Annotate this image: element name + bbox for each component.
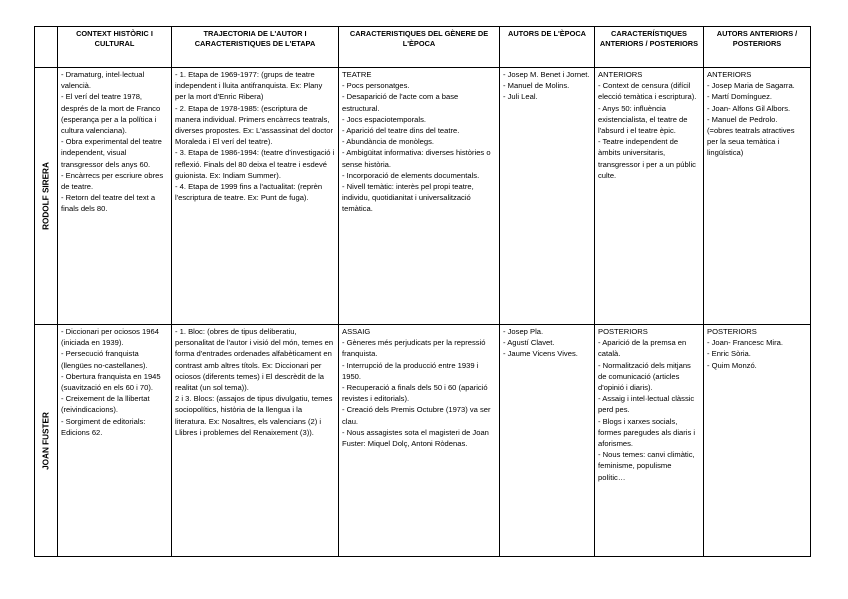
header-corner <box>35 27 58 68</box>
cell-line: - Obertura franquista en 1945 (suavització en els 60 i 70). <box>61 371 161 393</box>
cell-line: - Incorporació de elements documentals. <box>342 170 480 180</box>
cell-line: - Normalització dels mitjans de comunicació (articles d'opinió i diaris). <box>598 360 691 393</box>
cell-line: - Encàrrecs per escriure obres de teatre. <box>61 170 164 192</box>
cell-line: - Quim Monzó. <box>707 360 757 370</box>
cell-line: - Aparició del teatre dins del teatre. <box>342 126 460 136</box>
header-genre: CARACTERISTIQUES DEL GÈNERE DE L'ÈPOCA <box>339 27 500 68</box>
cell-line: - Dramaturg, intel·lectual valencià. <box>61 70 145 91</box>
cell-line: - Aparició de la premsa en català. <box>598 338 687 359</box>
header-authors: AUTORS DE L'ÈPOCA <box>500 27 595 68</box>
cell-line: - Abundància de monòlegs. <box>342 137 435 147</box>
header-context: CONTEXT HISTÒRIC I CULTURAL <box>58 27 172 68</box>
cell-line: - Interrupció de la producció entre 1939 i 1950. <box>342 360 479 381</box>
cell-line: - Manuel de Molins. <box>503 81 570 91</box>
cell-line: - Enric Sòria. <box>707 349 751 359</box>
cell-line: - Juli Leal. <box>503 92 538 102</box>
cell-line: - Creixement de la llibertat (reivindicacions). <box>61 394 150 415</box>
cell-line: - 2. Etapa de 1978-1985: (escriptura de manera individual. Primers encàrrecs teatrals, diverses propostes. Ex: L'assassinat del doctor Moraleda i El verí del teatre). <box>175 103 334 147</box>
header-prevpost-authors: AUTORS ANTERIORS / POSTERIORS <box>704 27 811 68</box>
cell-line: - Diccionari per ociosos 1964 (iniciada en 1939). <box>61 327 159 348</box>
cell-line: - Manuel de Pedrolo. <box>707 114 778 124</box>
cell-line: - Persecució franquista (llengües no-castellanes). <box>61 349 148 370</box>
prevpost-authors-cell <box>704 325 811 557</box>
cell-line: - Jocs espaciotemporals. <box>342 114 426 124</box>
cell-line: - 3. Etapa de 1986-1994: (teatre d'investigació i reflexió. Finals del 80 deixa el teatre i esdevé guionista. Ex: Indiam Summer). <box>175 148 335 180</box>
cell-line: (=obres teatrals atractives per la seua temàtica i lingüística) <box>707 126 795 158</box>
row-author-label: RODOLF SIRERA <box>41 162 51 230</box>
header-trajectory: TRAJECTORIA DE L'AUTOR I CARACTERISTIQUES DE L'ETAPA <box>172 27 339 68</box>
cell-line: - 1. Bloc: (obres de tipus deliberatiu, personalitat de l'autor i visió del món, temes en forma d'entrades ordenades alfabèticament en contrast amb altres títols. Ex: Diccionari per ociosos (diferents temes) i El descrèdit de la realitat (un sol tema)). <box>175 327 334 393</box>
cell-line: - Blogs i xarxes socials, formes paregudes als diaris i aforismes. <box>598 416 696 449</box>
cell-line: POSTERIORS <box>598 327 648 336</box>
cell-line: POSTERIORS <box>707 327 757 336</box>
table-row <box>35 68 811 325</box>
cell-line: - Obra experimental del teatre independent, visual transgressor dels anys 60. <box>61 137 162 169</box>
row-author-label: JOAN FUSTER <box>41 411 51 470</box>
header-prevpost: CARACTERÍSTIQUES ANTERIORS / POSTERIORS <box>595 27 704 68</box>
cell-line: - Nous temes: canvi climàtic, feminisme, populisme polític… <box>598 450 695 482</box>
cell-line: - Sorgiment de editorials: Edicions 62. <box>61 416 146 437</box>
cell-line: - Anys 50: influència existencialista, el teatre de l'absurd i el teatre èpic. <box>598 103 688 136</box>
cell-line: ANTERIORS <box>598 70 643 79</box>
cell-line: - Josep Maria de Sagarra. <box>707 81 795 91</box>
cell-line: - Joan- Francesc Mira. <box>707 338 783 348</box>
genre-cell <box>339 68 500 325</box>
cell-line: - Josep M. Benet i Jornet. <box>503 70 590 79</box>
cell-line: - Agustí Clavet. <box>503 338 555 348</box>
cell-line: - 1. Etapa de 1969-1977: (grups de teatre independent i lluita antifranquista. Ex: Plany per la mort d'Enric Ribera) <box>175 70 323 102</box>
context-cell <box>58 325 172 557</box>
comparison-table <box>34 26 811 557</box>
cell-line: - Nous assagistes sota el magisteri de Joan Fuster: Miquel Dolç, Antoni Ròdenas. <box>342 427 489 449</box>
table-row <box>35 325 811 557</box>
cell-line: - Joan- Alfons Gil Albors. <box>707 103 791 113</box>
context-cell <box>58 68 172 325</box>
trajectory-cell <box>172 68 339 325</box>
authors-cell <box>500 68 595 325</box>
cell-line: - Martí Domínguez. <box>707 92 772 102</box>
cell-line: - Assaig i intel·lectual clàssic perd pes. <box>598 394 695 415</box>
prevpost-cell <box>595 68 704 325</box>
cell-line: ANTERIORS <box>707 70 752 79</box>
cell-line: - Desaparició de l'acte com a base estructural. <box>342 92 459 113</box>
cell-line: - Nivell temàtic: interès pel propi teatre, individu, quotidianitat i universalització temàtica. <box>342 182 474 214</box>
cell-line: TEATRE <box>342 70 372 79</box>
cell-line: - Josep Pla. <box>503 327 544 336</box>
cell-line: - Creació dels Premis Octubre (1973) va ser clau. <box>342 405 491 426</box>
prevpost-authors-cell <box>704 68 811 325</box>
row-author-cell <box>35 325 58 557</box>
cell-line: - Pocs personatges. <box>342 81 410 91</box>
cell-line: - 4. Etapa de 1999 fins a l'actualitat: (reprèn l'escriptura de teatre. Ex: Punt de fuga). <box>175 182 323 203</box>
cell-line: - El verí del teatre 1978, després de la mort de Franco (esperança per a la política i cultura valenciana). <box>61 92 161 136</box>
cell-line: - Context de censura (difícil elecció temàtica i escriptura). <box>598 81 697 102</box>
cell-line: - Recuperació a finals dels 50 i 60 (aparició revistes i editorials). <box>342 383 488 404</box>
authors-cell <box>500 325 595 557</box>
cell-line: - Ambigüitat informativa: diverses històries o sense història. <box>342 148 491 169</box>
cell-line: - Teatre independent de àmbits universitaris, transgressor i per a un públic culte. <box>598 137 696 180</box>
cell-line: - Jaume Vicens Vives. <box>503 349 578 359</box>
genre-cell <box>339 325 500 557</box>
trajectory-cell <box>172 325 339 557</box>
cell-line: - Retorn del teatre del text a finals dels 80. <box>61 193 156 214</box>
cell-line: 2 i 3. Blocs: (assajos de tipus divulgatiu, temes sociopolítics, història de la llengua i la literatura. Ex: Nosaltres, els valencians (2) i Llibres i problemes del Renaixement (3)). <box>175 394 333 437</box>
cell-line: ASSAIG <box>342 327 371 336</box>
prevpost-cell <box>595 325 704 557</box>
cell-line: - Gèneres més perjudicats per la repressió franquista. <box>342 338 486 359</box>
row-author-cell <box>35 68 58 325</box>
header-row <box>35 27 811 68</box>
